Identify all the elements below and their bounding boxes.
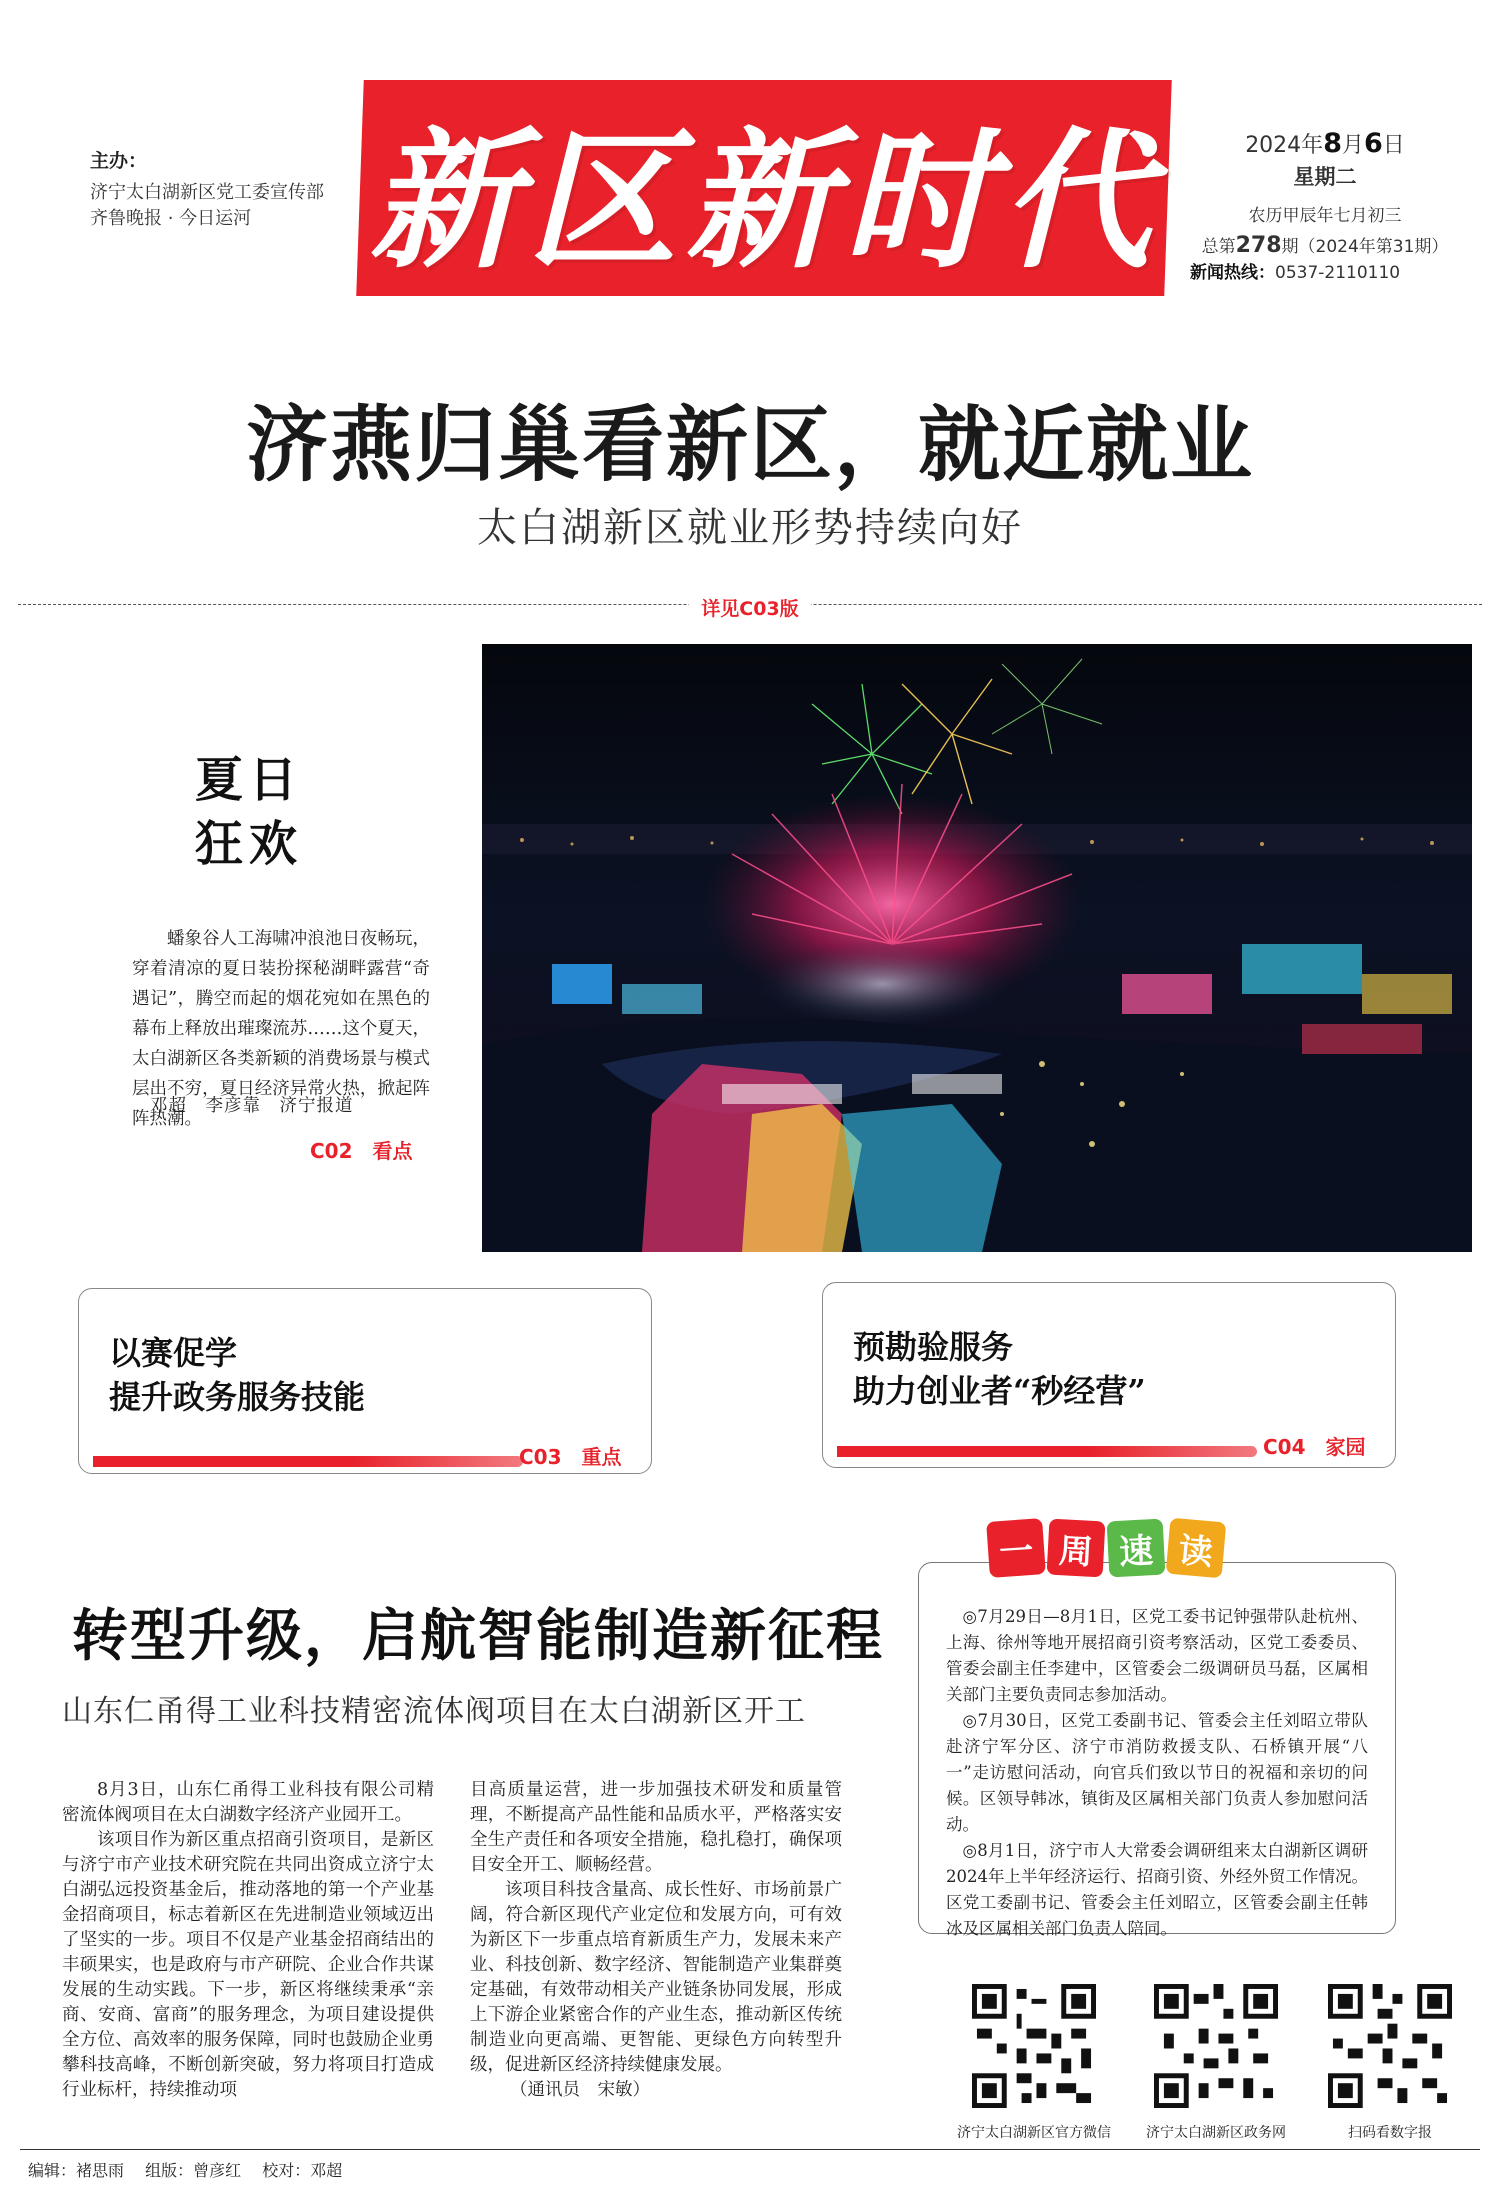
article-byline: （通讯员 宋敏） xyxy=(510,2080,650,2100)
summer-page-ref[interactable]: C02 看点 xyxy=(310,1139,413,1163)
fireworks-photo xyxy=(482,644,1472,1252)
weekly-digest-text xyxy=(946,1604,1368,1942)
date-box xyxy=(1190,128,1460,258)
summer-title xyxy=(195,748,303,876)
card-inspection[interactable] xyxy=(822,1282,1396,1468)
weekly-item-1: ◎7月29日—8月1日，区党工委书记钟强带队赴杭州、上海、徐州等地开展招商引资考察活动，区党工委委员、管委会副主任李建中，区管委会二级调研员马磊，区属相关部门主要负责同志参加活动。 xyxy=(946,1607,1368,1704)
host-line-1: 济宁太白湖新区党工委宣传部 xyxy=(90,182,324,203)
host-label: 主办： xyxy=(90,150,148,172)
hotline-label: 新闻热线： xyxy=(1190,263,1275,283)
lead-headline: 济燕归巢看新区，就近就业 xyxy=(245,397,1254,493)
card-contest[interactable] xyxy=(78,1288,652,1474)
issue-prefix: 总第 xyxy=(1201,237,1236,257)
weekday: 星期二 xyxy=(1293,165,1357,189)
see-page-ref[interactable] xyxy=(0,594,1500,621)
article-para-1: 8月3日，山东仁甬得工业科技有限公司精密流体阀项目在太白湖数字经济产业园开工。 xyxy=(62,1780,434,1825)
qr-label-gov-site: 济宁太白湖新区政务网 xyxy=(1146,2125,1286,2141)
weekly-char-3: 速 xyxy=(1107,1519,1166,1578)
issue-suffix: 期（2024年第31期） xyxy=(1281,237,1449,257)
weekly-char-4: 读 xyxy=(1166,1518,1227,1579)
weekly-char-1: 一 xyxy=(986,1518,1046,1578)
credit-editor: 编辑：褚思雨 xyxy=(28,2161,125,2180)
weekly-char-2: 周 xyxy=(1047,1519,1106,1578)
fireworks-illustration xyxy=(482,644,1472,1252)
news-hotline xyxy=(1190,258,1400,283)
summer-title-line2: 狂欢 xyxy=(195,816,304,872)
qr-code-gov-site[interactable] xyxy=(1154,1984,1278,2108)
see-page-ref-text: 详见C03版 xyxy=(689,598,810,620)
card-contest-bar xyxy=(93,1456,523,1467)
credit-layout: 组版：曾彦红 xyxy=(145,2161,242,2180)
card-contest-ref: C03 重点 xyxy=(519,1445,622,1469)
date-day: 6 xyxy=(1364,128,1383,159)
date-month-unit: 月 xyxy=(1341,133,1364,158)
card-inspection-ref: C04 家园 xyxy=(1263,1435,1366,1459)
logo-text: 新区新时代 xyxy=(368,113,1159,289)
issue-number xyxy=(1190,232,1460,258)
article-para-3: 目高质量运营，进一步加强技术研发和质量管理，不断提高产品性能和品质水平，严格落实安全生产责任和各项安全措施，稳扎稳打，确保项目安全开工、顺畅经营。 xyxy=(470,1780,842,1875)
date-month: 8 xyxy=(1323,128,1342,159)
card-contest-line1: 以赛促学 xyxy=(109,1334,238,1372)
footer-divider xyxy=(20,2149,1480,2150)
card-inspection-bar xyxy=(837,1446,1257,1457)
weekly-item-2: ◎7月30日，区党工委副书记、管委会主任刘昭立带队赴济宁军分区、济宁市消防救援支队、石桥镇开展“八一”走访慰问活动，向官兵们致以节日的祝福和亲切的问候。区领导韩冰，镇街及区属相关部门负责人参加慰问活动。 xyxy=(946,1711,1368,1834)
card-contest-line2: 提升政务服务技能 xyxy=(109,1378,366,1416)
article-subhead: 山东仁甬得工业科技精密流体阀项目在太白湖新区开工 xyxy=(62,1694,806,1729)
lead-subhead: 太白湖新区就业形势持续向好 xyxy=(477,505,1023,551)
qr-code-wechat[interactable] xyxy=(972,1984,1096,2108)
article-para-4: 该项目科技含量高、成长性好、市场前景广阔，符合新区现代产业定位和发展方向，可有效为新区下一步重点培育新质生产力，发展未来产业、科技创新、数字经济、智能制造产业集群奠定基础，有效带动相关产业链条协同发展，形成上下游企业紧密合作的产业生态，推动新区传统制造业向更高端、更智能、更绿色方向转型升级，促进新区经济持续健康发展。 xyxy=(470,1880,842,2075)
masthead-logo xyxy=(356,80,1172,296)
credits xyxy=(28,2158,358,2181)
article-col-1 xyxy=(62,1778,434,2103)
lunar-date: 农历甲辰年七月初三 xyxy=(1248,206,1402,226)
weekly-digest-title xyxy=(988,1520,1224,1580)
card-contest-title xyxy=(109,1331,365,1419)
date-line xyxy=(1190,128,1460,159)
card-inspection-title xyxy=(853,1325,1146,1413)
article-headline: 转型升级，启航智能制造新征程 xyxy=(72,1603,884,1669)
weekly-item-3: ◎8月1日，济宁市人大常委会调研组来太白湖新区调研2024年上半年经济运行、招商引资、外经外贸工作情况。区党工委副书记、管委会主任刘昭立，区管委会副主任韩冰及区属相关部门负责人陪同。 xyxy=(946,1841,1368,1938)
qr-code-digital-paper[interactable] xyxy=(1328,1984,1452,2108)
hotline-number: 0537-2110110 xyxy=(1275,263,1401,283)
summer-body-text: 蟠象谷人工海啸冲浪池日夜畅玩，穿着清凉的夏日装扮探秘湖畔露营“奇遇记”，腾空而起的烟花宛如在黑色的幕布上释放出璀璨流苏……这个夏天，太白湖新区各类新颖的消费场景与模式层出不穷，夏日经济异常火热，掀起阵阵热潮。 xyxy=(132,929,430,1129)
summer-title-line1: 夏日 xyxy=(195,752,304,808)
credit-proof: 校对：邓超 xyxy=(262,2161,343,2180)
host-line-2: 齐鲁晚报 · 今日运河 xyxy=(90,208,252,229)
card-inspection-line2: 助力创业者“秒经营” xyxy=(853,1372,1146,1410)
qr-label-digital-paper: 扫码看数字报 xyxy=(1348,2125,1432,2141)
date-year: 2024年 xyxy=(1245,133,1324,158)
summer-authors: 邓超 李彦靠 济宁报道 xyxy=(150,1096,354,1116)
qr-label-wechat: 济宁太白湖新区官方微信 xyxy=(957,2125,1111,2141)
issue-number-value: 278 xyxy=(1235,233,1282,258)
article-para-2: 该项目作为新区重点招商引资项目，是新区与济宁市产业技术研究院在共同出资成立济宁太白湖弘远投资基金后，推动落地的第一个产业基金招商项目，标志着新区在先进制造业领域迈出了坚实的一步。项目不仅是产业基金招商结出的丰硕果实，也是政府与市产研院、企业合作共谋发展的生动实践。下一步，新区将继续秉承“亲商、安商、富商”的服务理念，为项目建设提供全方位、高效率的服务保障，同时也鼓励企业勇攀科技高峰，不断创新突破，努力将项目打造成行业标杆，持续推动项 xyxy=(62,1830,434,2100)
card-inspection-line1: 预勘验服务 xyxy=(853,1328,1014,1366)
article-col-2 xyxy=(470,1778,842,2103)
date-day-unit: 日 xyxy=(1382,133,1405,158)
